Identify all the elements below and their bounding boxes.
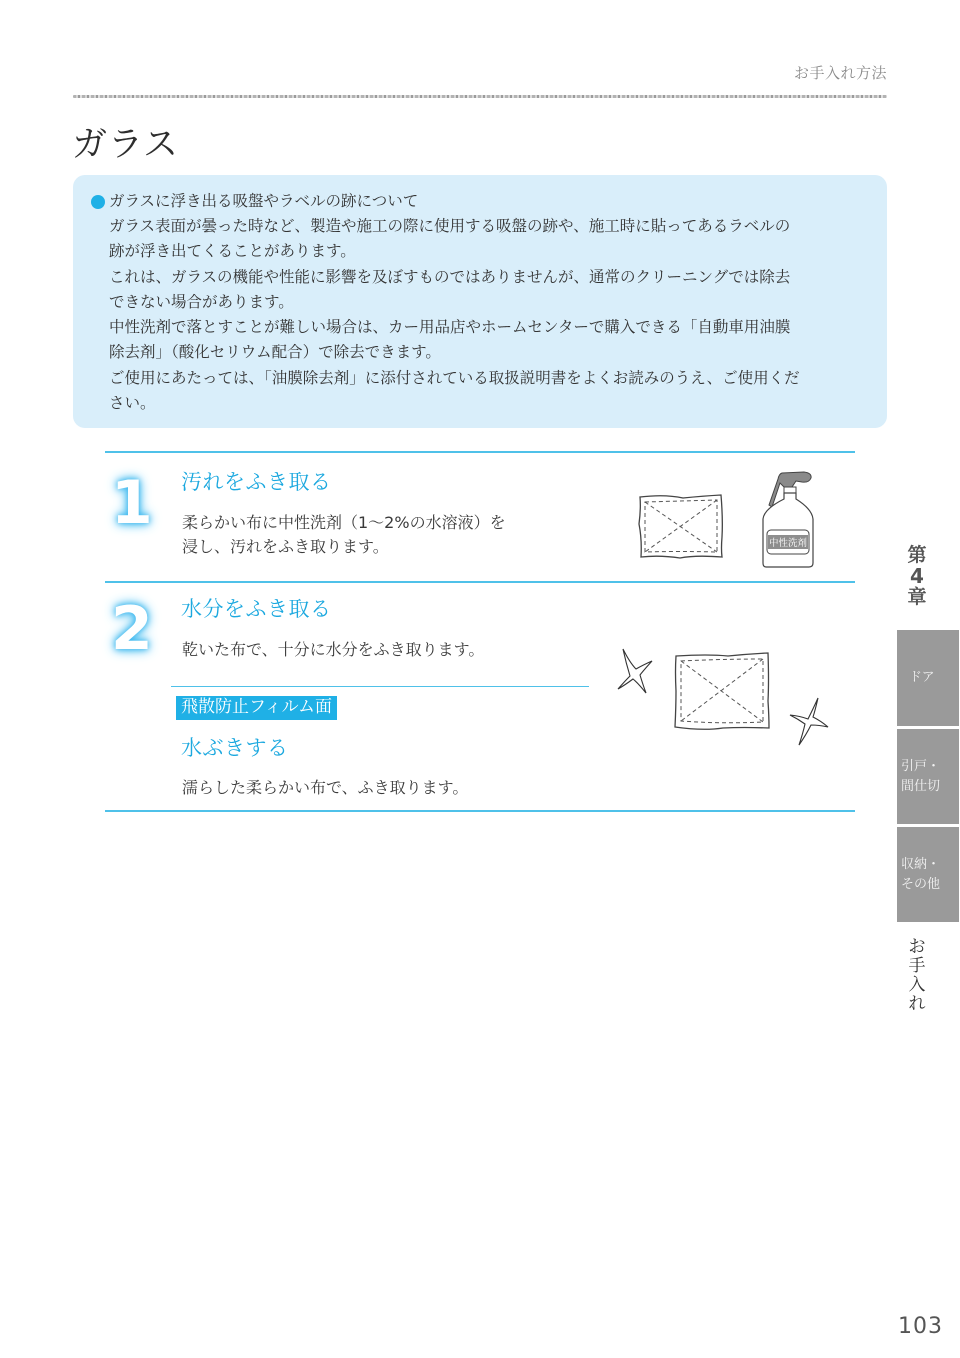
page-number: 103 bbox=[898, 1314, 943, 1339]
note-line: さい。 bbox=[109, 394, 156, 413]
note-line: 除去剤」（酸化セリウム配合）で除去できます。 bbox=[109, 343, 441, 362]
page-title: ガラス bbox=[72, 125, 179, 165]
film-surface-tag: 飛散防止フィルム面 bbox=[176, 696, 337, 720]
sparkle-icon bbox=[615, 645, 659, 697]
step-title: 水分をふき取る bbox=[181, 597, 332, 621]
tab-label: 収納・ bbox=[901, 856, 941, 872]
note-heading: ガラスに浮き出る吸盤やラベルの跡について bbox=[109, 192, 419, 210]
tab-label: 間仕切 bbox=[901, 778, 941, 794]
chapter-label bbox=[897, 545, 937, 608]
step-number: 1 bbox=[111, 468, 153, 538]
bullet-icon bbox=[91, 195, 105, 209]
header-divider bbox=[73, 95, 887, 98]
step-2 bbox=[105, 583, 855, 810]
tab-label: その他 bbox=[901, 876, 941, 892]
section-label: お手入れ方法 bbox=[793, 64, 887, 82]
sidebar-tab-maintenance[interactable] bbox=[897, 938, 937, 1014]
chapter-char: 第 bbox=[907, 544, 927, 566]
sparkle-icon bbox=[788, 695, 832, 747]
cloth-icon bbox=[673, 651, 771, 733]
cloth-icon bbox=[635, 489, 727, 561]
sub-step-text: 濡らした柔らかい布で、ふき取ります。 bbox=[182, 778, 469, 797]
note-line: できない場合があります。 bbox=[109, 292, 294, 311]
step-title: 汚れをふき取る bbox=[181, 470, 332, 494]
step-divider bbox=[105, 810, 855, 812]
note-line: 中性洗剤で落とすことが難しい場合は、カー用品店やホームセンターで購入できる「自動車用油膜 bbox=[109, 318, 791, 337]
note-line: これは、ガラスの機能や性能に影響を及ぼすものではありませんが、通常のクリーニングでは除去 bbox=[109, 267, 791, 286]
step-1 bbox=[105, 453, 855, 581]
tab-char: 手 bbox=[908, 956, 926, 976]
tab-label: ドア bbox=[909, 670, 935, 685]
note-line: ご使用にあたっては、「油膜除去剤」に添付されている取扱説明書をよくお読みのうえ、ご使用くだ bbox=[109, 368, 800, 387]
sub-divider bbox=[171, 686, 589, 687]
note-body bbox=[109, 214, 869, 416]
step-text: 乾いた布で、十分に水分をふき取ります。 bbox=[182, 640, 485, 659]
spray-bottle-icon bbox=[760, 469, 818, 569]
tab-char: れ bbox=[908, 994, 926, 1014]
tab-char: 入 bbox=[908, 975, 926, 995]
bottle-label: 中性洗剤 bbox=[768, 538, 808, 549]
sub-step-title: 水ぶきする bbox=[181, 736, 289, 760]
note-heading-row bbox=[91, 189, 869, 214]
note-line: ガラス表面が曇った時など、製造や施工の際に使用する吸盤の跡や、施工時に貼ってあるラベルの bbox=[109, 217, 791, 235]
step-text-line: 柔らかい布に中性洗剤（1～2%の水溶液）を bbox=[182, 513, 506, 532]
step-text bbox=[182, 511, 506, 559]
chapter-sidebar bbox=[897, 0, 960, 1358]
chapter-number: 4 bbox=[910, 564, 924, 588]
note-line: 跡が浮き出てくることがあります。 bbox=[109, 242, 356, 261]
chapter-char: 章 bbox=[907, 586, 927, 608]
tab-char: お bbox=[908, 937, 926, 957]
sidebar-tab-door[interactable] bbox=[897, 630, 959, 726]
steps bbox=[105, 451, 855, 812]
tab-label: 引戸・ bbox=[901, 758, 941, 774]
sidebar-tab-sliding-door[interactable] bbox=[897, 729, 959, 824]
note-box bbox=[73, 175, 887, 428]
step-number: 2 bbox=[111, 594, 153, 664]
step-text-line: 浸し、汚れをふき取ります。 bbox=[182, 537, 389, 556]
sidebar-tab-storage[interactable] bbox=[897, 827, 959, 922]
